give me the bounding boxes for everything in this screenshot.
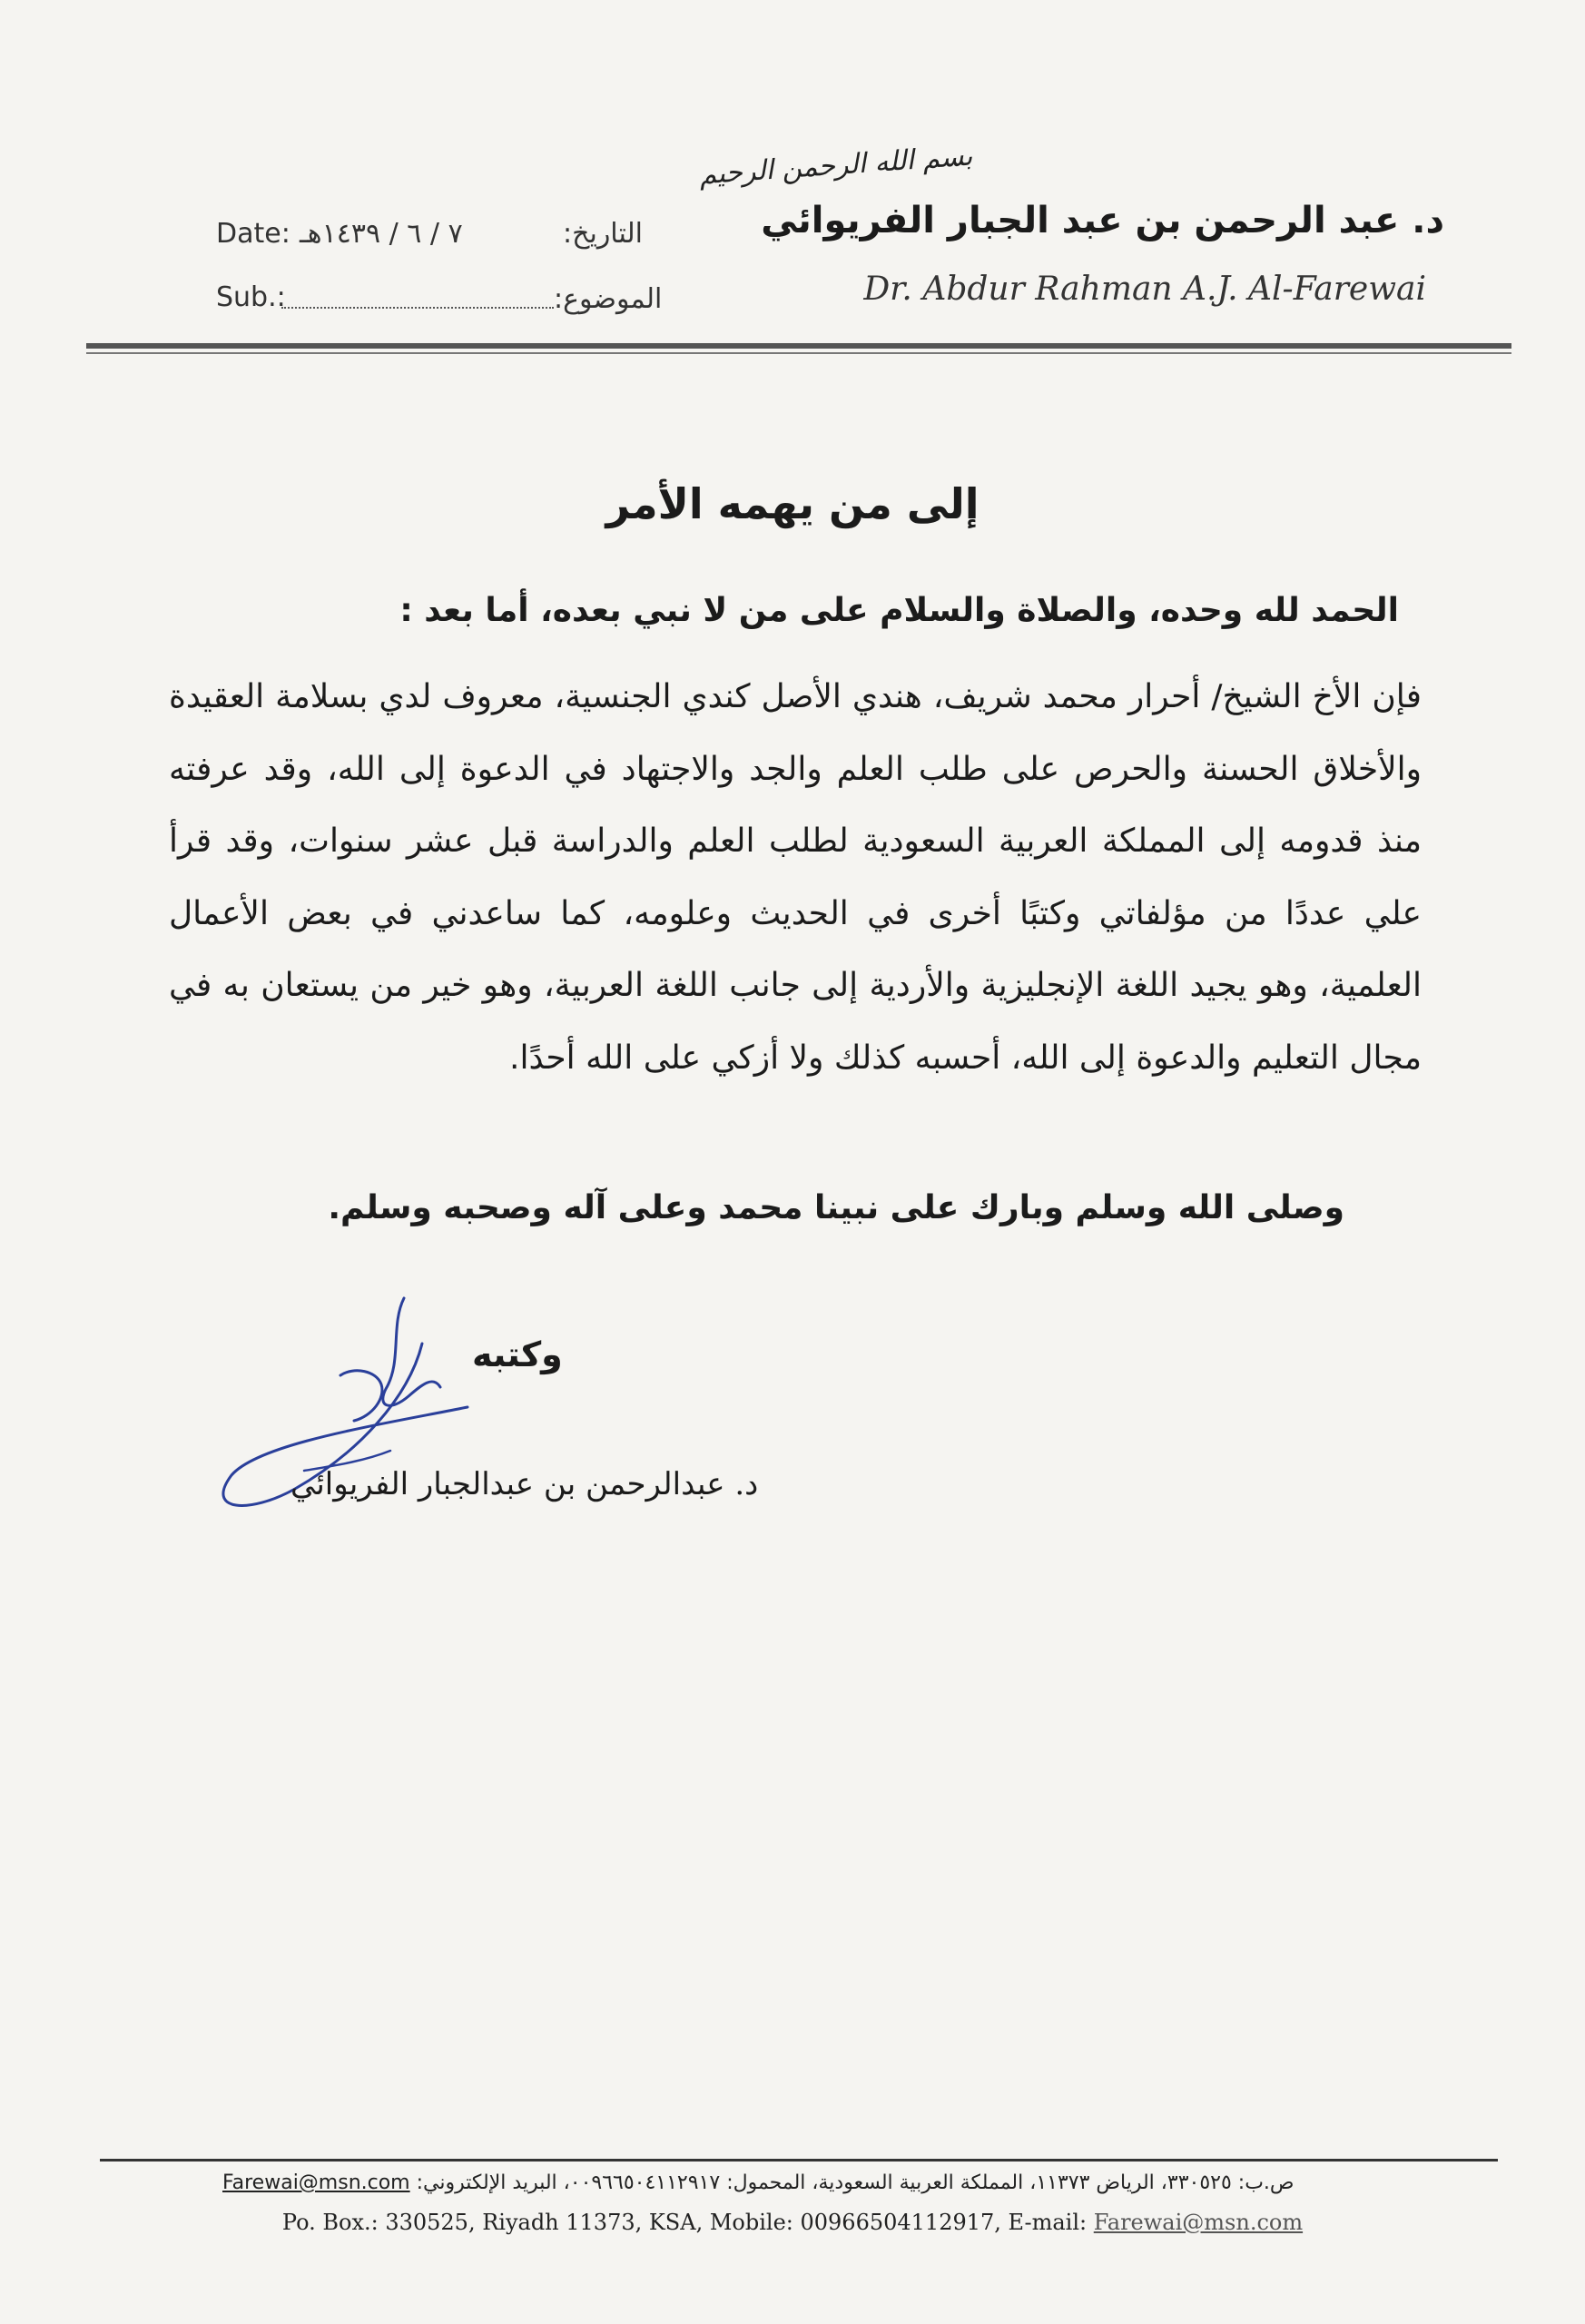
- footer-english-address: Po. Box.: 330525, Riyadh 11373, KSA, Mobile: 00966504112917, E-mail:: [281, 2210, 1088, 2235]
- subject-label-english: Sub.:: [216, 281, 286, 313]
- footer-arabic-line: [222, 2171, 1295, 2194]
- date-label-arabic: التاريخ:: [563, 218, 643, 250]
- letterhead-name-english: Dr. Abdur Rahman A.J. Al-Farewai: [863, 271, 1426, 308]
- header-divider-thin: [86, 352, 1511, 354]
- basmala-text: بسم الله الرحمن الرحيم: [698, 140, 974, 192]
- letterhead-name-arabic: د. عبد الرحمن بن عبد الجبار الفريوائي: [761, 200, 1444, 241]
- signature-name: د. عبدالرحمن بن عبدالجبار الفريوائي: [290, 1466, 759, 1502]
- letter-body-paragraph: فإن الأخ الشيخ/ أحرار محمد شريف، هندي الأصل كندي الجنسية، معروف لدي بسلامة العقيدة والأخلاق الحسنة والحرص على طلب العلم والجد والاجتهاد في الدعوة إلى الله، وقد عرفته منذ قدومه إلى المملكة العربية السعودية لطلب العلم والدراسة قبل عشر سنوات، وقد قرأ علي عددًا من مؤلفاتي وكتبًا أخرى في الحديث وعلومه، كما ساعدني في بعض الأعمال العلمية، وهو يجيد اللغة الإنجليزية والأردية إلى جانب اللغة العربية، وهو خير من يستعان به في مجال التعليم والدعوة إلى الله، أحسبه كذلك ولا أزكي على الله أحدًا.: [169, 678, 1422, 1077]
- header-divider: [86, 343, 1511, 349]
- letter-intro: الحمد لله وحده، والصلاة والسلام على من لا نبي بعده، أما بعد :: [399, 592, 1399, 629]
- footer-email-link-english-line[interactable]: Farewai@msn.com: [1093, 2210, 1304, 2235]
- letter-heading: إلى من يهمه الأمر: [605, 479, 980, 528]
- footer-english-line: [0, 2210, 1585, 2235]
- footer-email-link-arabic-line[interactable]: Farewai@msn.com: [222, 2171, 410, 2194]
- signature-wrote-label: وكتبه: [472, 1334, 563, 1374]
- footer-arabic-address: ص.ب: ٣٣٠٥٢٥، الرياض ١١٣٧٣، المملكة العربية السعودية، المحمول: ٠٠٩٦٦٥٠٤١١٢٩١٧، البريد الإلكتروني:: [416, 2171, 1295, 2194]
- subject-label-arabic: الموضوع:: [554, 283, 663, 315]
- date-value: ٧ / ٦ / ١٤٣٩هـ: [300, 218, 463, 250]
- date-label-english: Date:: [216, 218, 290, 250]
- footer-divider: [100, 2159, 1498, 2162]
- letter-closing: وصلى الله وسلم وبارك على نبينا محمد وعلى آله وصحبه وسلم.: [328, 1189, 1344, 1226]
- subject-dotted-line: [281, 307, 554, 309]
